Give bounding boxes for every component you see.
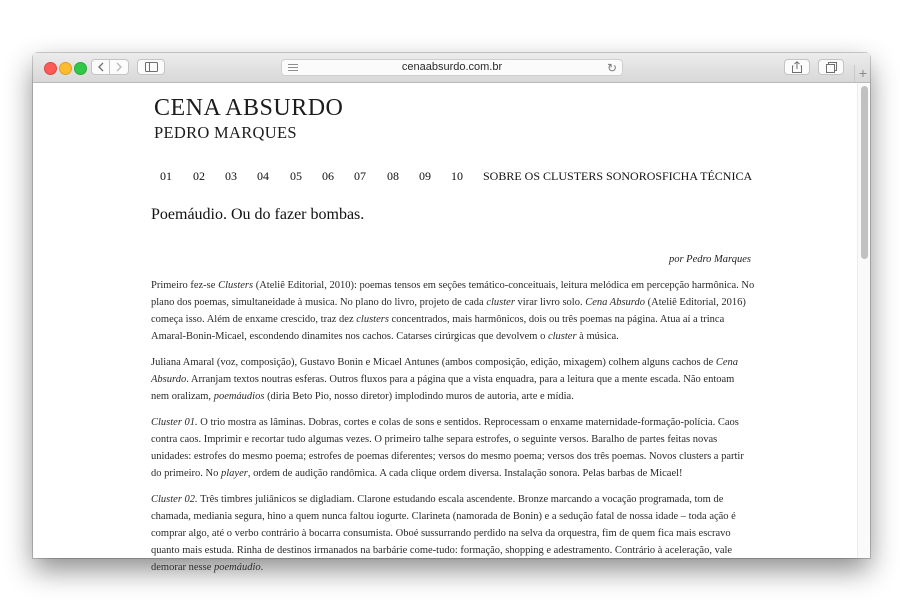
italic-text: cluster xyxy=(547,331,577,342)
nav-item-03[interactable]: 03 xyxy=(225,169,237,183)
text-run: concentrados, mais harmônicos, dois ou três poemas na página. Atua aí a trinca Amaral-Bonin-Micael, escondendo dinamites nos cachos. Catarses cirúrgicas que devolvem o xyxy=(151,314,725,342)
article-paragraph xyxy=(151,491,755,576)
text-run: . xyxy=(260,562,264,573)
text-run: , ordem de audição randômica. A cada clique ordem diversa. Instalação sonora. Pelas barbas de Micael! xyxy=(247,468,683,479)
minimize-window-button[interactable] xyxy=(59,62,72,75)
share-button[interactable] xyxy=(784,59,810,75)
forward-button[interactable] xyxy=(110,59,129,75)
vertical-scrollbar[interactable] xyxy=(857,83,870,558)
nav-item-08[interactable]: 08 xyxy=(387,169,399,183)
text-run: O trio mostra as lâminas. Dobras, cortes e colas de sons e sentidos. Reprocessam o enxame maternidade-formação-polícia. Caos contra caos. Imprimir e recortar tudo algumas vezes. O primeiro talhe separa estrofes, o seguinte versos. Baralho de partes feitas novas unidades: estrofes do mesmo poema; estrofes de poemas diferentes; versos do mesmo poema; versos dos três poemas. Novos clusters a partir do primeiro. No xyxy=(151,417,744,479)
new-tab-button[interactable] xyxy=(854,65,871,82)
italic-text: poemáudio xyxy=(213,562,261,573)
tabs-icon xyxy=(826,62,837,73)
browser-window xyxy=(33,53,870,573)
site-title[interactable]: CENA ABSURDO xyxy=(154,95,344,121)
address-bar[interactable] xyxy=(281,59,623,76)
italic-text: Cena Absurdo xyxy=(151,357,738,385)
text-run: à música. xyxy=(576,331,619,342)
text-run: . Arranjam textos noutras esferas. Outros fluxos para a página que a vista enquadra, para a leitura que a mente escada. Não entoam nem oralizam, xyxy=(151,374,735,402)
url-text: cenaabsurdo.com.br xyxy=(401,61,503,73)
nav-item-sobre-clusters[interactable]: SOBRE OS CLUSTERS SONOROS xyxy=(483,169,663,183)
nav-item-06[interactable]: 06 xyxy=(322,169,334,183)
italic-text: Cluster 01. xyxy=(151,417,198,428)
italic-text: cluster xyxy=(486,297,515,308)
italic-text: player xyxy=(221,468,248,479)
article-paragraph xyxy=(151,414,755,482)
text-run: (Ateliê Editorial, 2016) começa isso. Além de enxame crescido, traz dez xyxy=(151,297,746,325)
article-body xyxy=(151,277,755,585)
text-run: Juliana Amaral (voz, composição), Gustavo Bonin e Micael Antunes (ambos composição, edição, mixagem) colhem alguns cachos de xyxy=(151,357,716,368)
sidebar-icon xyxy=(145,62,158,72)
plus-icon: + xyxy=(858,65,868,81)
nav-item-01[interactable]: 01 xyxy=(160,169,172,183)
sidebar-toggle-button[interactable] xyxy=(137,59,165,75)
nav-item-04[interactable]: 04 xyxy=(257,169,269,183)
italic-text: Clusters xyxy=(218,280,254,291)
reload-icon[interactable]: ↻ xyxy=(606,61,617,75)
browser-toolbar xyxy=(33,53,870,83)
share-icon xyxy=(792,61,802,73)
post-title: Poemáudio. Ou do fazer bombas. xyxy=(151,206,365,223)
text-run: virar livro solo. xyxy=(514,297,586,308)
text-run: (Ateliê Editorial, 2010): poemas tensos em seções temático-conceituais, leitura melódica em percepção harmônica. No plano dos poemas, simultaneidade à musica. No plano do livro, projeto de cada xyxy=(151,280,755,308)
chevron-right-icon xyxy=(116,62,122,72)
nav-item-09[interactable]: 09 xyxy=(419,169,431,183)
show-tabs-button[interactable] xyxy=(818,59,844,75)
close-window-button[interactable] xyxy=(44,62,57,75)
reader-icon[interactable] xyxy=(288,64,298,73)
text-run: (diria Beto Pio, nosso diretor) implodindo muros de autoria, arte e mídia. xyxy=(264,391,574,402)
italic-text: Cena Absurdo xyxy=(585,297,645,308)
italic-text: Cluster 02. xyxy=(151,494,198,505)
text-run: Primeiro fez-se xyxy=(151,280,219,291)
chevron-left-icon xyxy=(98,62,104,72)
nav-item-02[interactable]: 02 xyxy=(193,169,205,183)
site-author: PEDRO MARQUES xyxy=(154,123,297,142)
nav-item-10[interactable]: 10 xyxy=(451,169,463,183)
nav-item-05[interactable]: 05 xyxy=(290,169,302,183)
scrollbar-thumb[interactable] xyxy=(861,86,868,259)
nav-item-ficha-tecnica[interactable]: FICHA TÉCNICA xyxy=(662,169,753,183)
article-paragraph xyxy=(151,277,755,345)
italic-text: poemáudios xyxy=(213,391,265,402)
fullscreen-window-button[interactable] xyxy=(74,62,87,75)
page-content xyxy=(33,83,870,573)
back-button[interactable] xyxy=(91,59,110,75)
nav-item-07[interactable]: 07 xyxy=(354,169,366,183)
article-paragraph xyxy=(151,354,755,405)
text-run: Três timbres juliânicos se digladiam. Clarone estudando escala ascendente. Bronze marcando a vocação programada, tom de chamada, mediania segura, hino a quem nunca faltou iogurte. Clarineta (namorada de Bonin) e a sedução fatal de nossa idade – toda ação é comprar algo, até o verbo contrário à bocarra consumista. Oboé sussurrando perdido na selva da orquestra, fim de quem fica mais escravo quanto mais estuda. Rinha de destinos irmanados na barbárie come-tudo: formação, shopping e adestramento. Contrário à aceleração, vale demorar nesse xyxy=(151,494,736,573)
italic-text: clusters xyxy=(356,314,389,325)
post-byline: por Pedro Marques xyxy=(668,254,751,265)
